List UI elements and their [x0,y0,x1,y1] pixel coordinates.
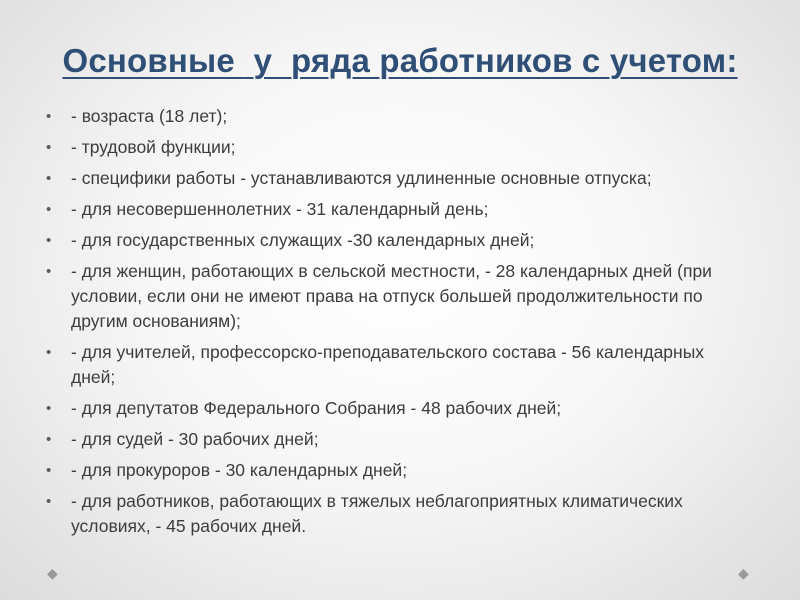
list-item-text: - для государственных служащих -30 календарных дней; [71,230,535,250]
bullet-icon: • [46,108,52,125]
bullet-icon: • [46,263,52,280]
list-item-text: - трудовой функции; [71,137,236,157]
list-item-text: - для учителей, профессорско-преподавательского состава - 56 календарных дней; [71,342,705,387]
bullet-icon: • [46,462,52,479]
bullet-icon: • [46,400,52,417]
list-item [46,259,746,334]
bullet-icon: • [46,493,52,510]
list-item [46,135,746,160]
decor-diamond-icon-right: ◆ [738,565,749,581]
list-item [46,197,746,222]
list-item [46,427,746,452]
list-item [46,104,746,129]
list-item-text: - для работников, работающих в тяжелых неблагоприятных климатических условиях, - 45 рабочих дней. [71,491,683,536]
list-item [46,228,746,253]
list-item [46,396,746,421]
list-item-text: - возраста (18 лет); [71,106,228,126]
list-item-text: - для прокуроров - 30 календарных дней; [71,460,408,480]
list-item [46,340,746,390]
bullet-list [46,104,746,545]
list-item [46,489,746,539]
list-item-text: - для судей - 30 рабочих дней; [71,429,319,449]
title-underlined-gap: у [244,42,282,79]
list-item [46,166,746,191]
list-item-text: - для депутатов Федерального Собрания - 48 рабочих дней; [71,398,562,418]
list-item-text: - для несовершеннолетних - 31 календарный день; [71,199,489,219]
bullet-icon: • [46,431,52,448]
title-underlined-part1: Основные [62,42,245,79]
bullet-icon: • [46,139,52,156]
list-item [46,458,746,483]
list-item-text: - для женщин, работающих в сельской местности, - 28 календарных дней (при условии, если они не имеют права на отпуск большей продолжительности по другим основаниям); [71,261,712,331]
bullet-icon: • [46,170,52,187]
list-item-text: - специфики работы - устанавливаются удлиненные основные отпуска; [71,168,652,188]
bullet-icon: • [46,232,52,249]
slide-title [0,42,800,80]
bullet-icon: • [46,344,52,361]
bullet-icon: • [46,201,52,218]
title-underlined-part2: ряда работников с учетом: [281,42,738,79]
decor-diamond-icon-left: ◆ [47,565,58,581]
